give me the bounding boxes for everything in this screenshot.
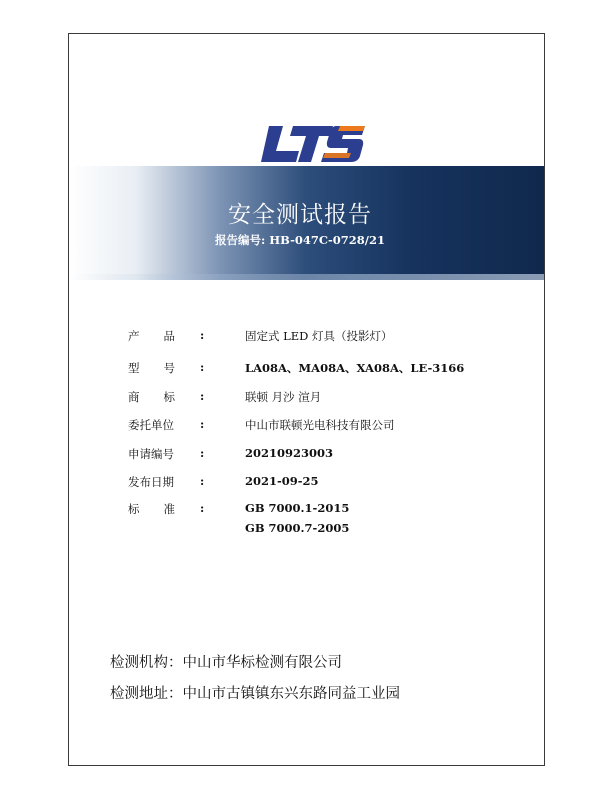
field-row-issue-date <box>0 474 600 490</box>
field-colon: : <box>200 474 205 488</box>
field-row-trademark <box>0 389 600 405</box>
field-value-standard-1: GB 7000.1-2015 <box>245 501 350 515</box>
lts-logo <box>259 124 367 164</box>
report-title: 安全测试报告 <box>228 202 372 228</box>
field-value-application-no: 20210923003 <box>245 446 334 460</box>
field-colon: : <box>200 360 205 374</box>
field-label-product: 产品 <box>128 329 199 343</box>
field-label-standard: 标准 <box>128 502 199 516</box>
logo-orange-accent <box>338 126 365 131</box>
field-value-product: 固定式 LED 灯具（投影灯） <box>245 329 393 343</box>
field-row-standard <box>0 501 600 517</box>
testing-agency: 检测机构：中山市华标检测有限公司 <box>110 655 342 671</box>
field-value-trademark: 联顿 月沙 渲月 <box>245 390 322 404</box>
field-label-model: 型号 <box>128 361 199 375</box>
field-value-model: LA08A、MA08A、XA08A、LE-3166 <box>245 361 465 375</box>
field-value-standard-2: GB 7000.7-2005 <box>245 521 350 535</box>
field-label-issue-date: 发布日期 <box>128 475 174 489</box>
field-colon: : <box>200 389 205 403</box>
field-row-client <box>0 417 600 433</box>
logo-orange-accent-2 <box>323 153 351 158</box>
field-row-application-no <box>0 446 600 462</box>
testing-address: 检测地址：中山市古镇镇东兴东路同益工业园 <box>110 686 400 702</box>
field-label-client: 委托单位 <box>128 418 174 432</box>
field-colon: : <box>200 328 205 342</box>
field-colon: : <box>200 446 205 460</box>
field-label-trademark: 商标 <box>128 390 199 404</box>
field-row-product <box>0 328 600 344</box>
field-row-model <box>0 360 600 376</box>
field-value-client: 中山市联顿光电科技有限公司 <box>245 418 395 432</box>
field-value-issue-date: 2021-09-25 <box>245 474 319 488</box>
field-colon: : <box>200 501 205 515</box>
field-label-application-no: 申请编号 <box>128 447 174 461</box>
report-number: 报告编号: HB-047C-0728/21 <box>215 233 385 247</box>
field-colon: : <box>200 417 205 431</box>
